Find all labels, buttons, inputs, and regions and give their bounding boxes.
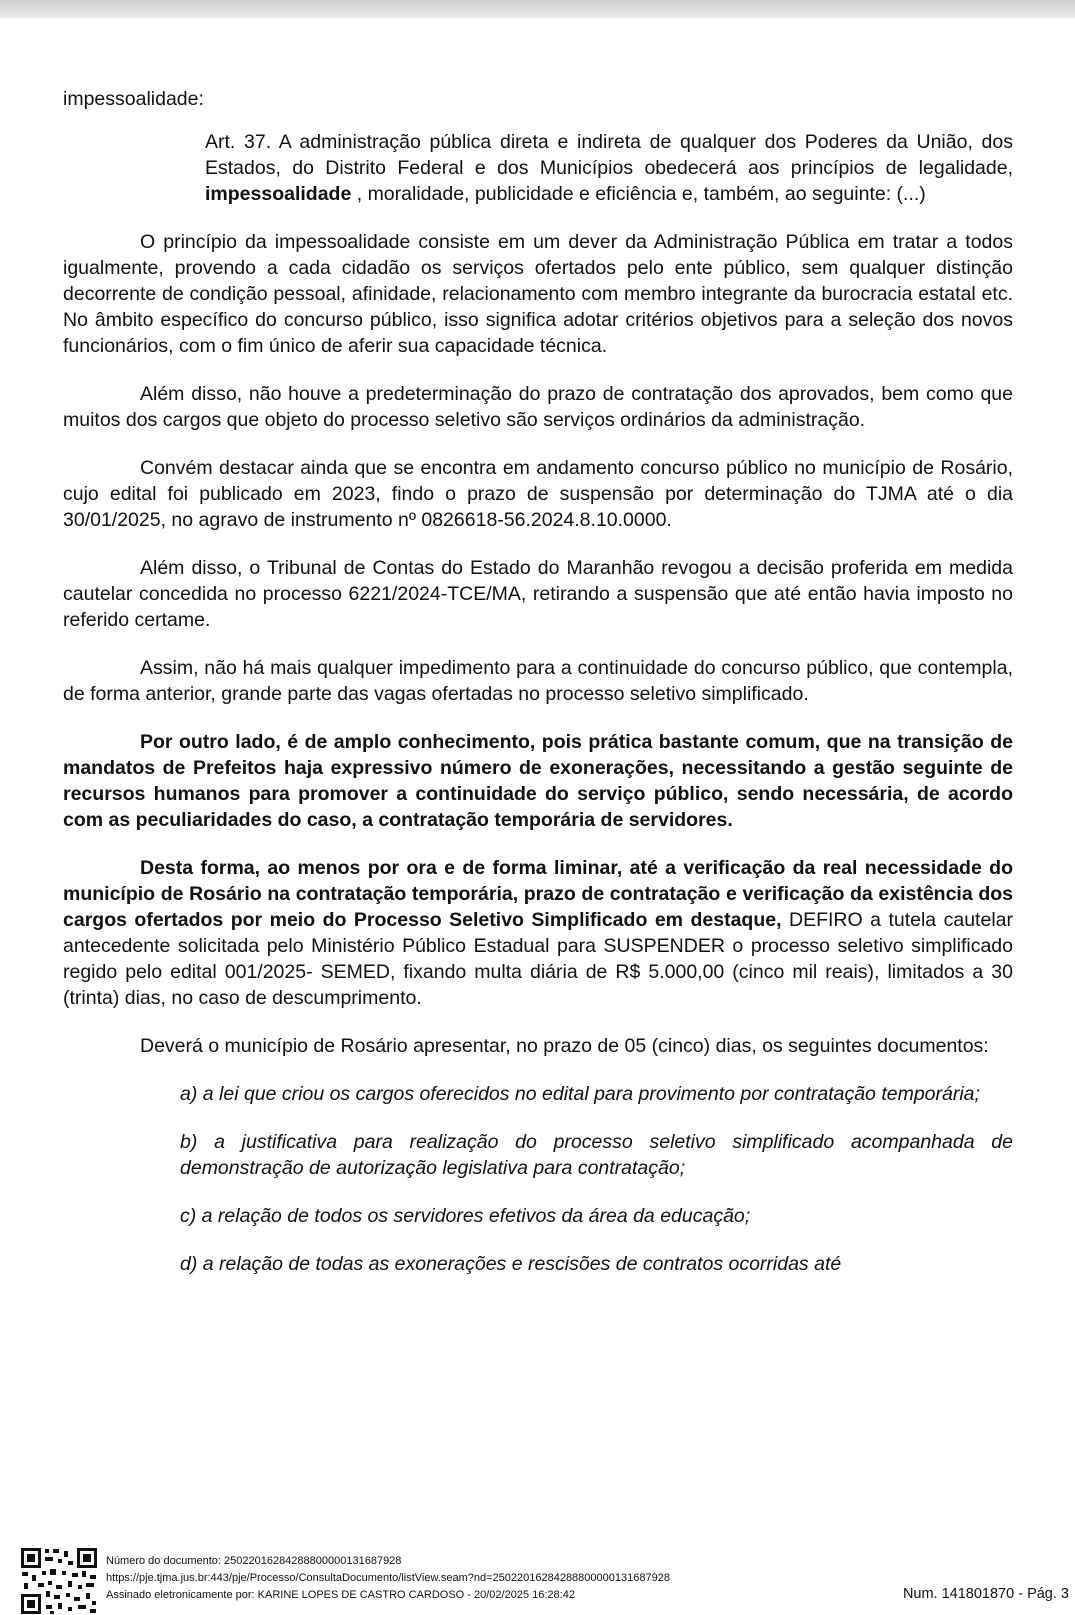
- qr-code-icon: [20, 1547, 98, 1615]
- document-url-link[interactable]: https://pje.tjma.jus.br:443/pje/Processo/ConsultaDocumento/listView.seam?nd=25022016284288800000131687928: [106, 1572, 670, 1584]
- paragraph-documentos: Deverá o município de Rosário apresentar, no prazo de 05 (cinco) dias, os seguintes documentos:: [140, 1035, 989, 1057]
- quote-text-before: Art. 37. A administração pública direta e indireta de qualquer dos Poderes da União, dos Estados, do Distrito Federal e dos Municípios obedecerá aos princípios de legalidade,: [205, 131, 1013, 179]
- list-item-b: b) a justificativa para realização do processo seletivo simplificado acompanhada de demonstração de autorização legislativa para contratação;: [180, 1131, 1013, 1179]
- paragraph-concurso: Convém destacar ainda que se encontra em andamento concurso público no município de Rosário, cujo edital foi publicado em 2023, findo o prazo de suspensão por determinação do TJMA até o dia 30/01/2025, no agravo de instrumento nº 0826618-56.2024.8.10.0000.: [63, 457, 1013, 531]
- intro-line: impessoalidade:: [63, 88, 204, 110]
- decision-bold-text: Desta forma, ao menos por ora e de forma liminar, até a verificação da real necessidade do município de Rosário na contratação temporária, prazo de contratação e verificação da existência dos cargos ofertados por meio do Processo Seletivo Simplificado em destaque,: [63, 857, 1013, 931]
- document-body: [63, 86, 1013, 1299]
- decision-text: DEFIRO a tutela cautelar antecedente solicitada pelo Ministério Público Estadual para SUSPENDER o processo seletivo simplificado regido pelo edital 001/2025- SEMED, fixando multa diária de R$ 5.000,00 (cinco mil reais), limitados a 30 (trinta) dias, no caso de descumprimento.: [63, 909, 1013, 1009]
- signature-footer: [20, 1543, 1075, 1615]
- document-number: Número do documento: 25022016284288800000131687928: [106, 1555, 402, 1567]
- list-item-d: d) a relação de todas as exonerações e rescisões de contratos ocorridas até: [180, 1253, 842, 1275]
- paragraph-impessoalidade: O princípio da impessoalidade consiste em um dever da Administração Pública em tratar a todos igualmente, provendo a cada cidadão os serviços ofertados pelo ente público, sem qualquer distinção decorrente de condição pessoal, afinidade, relacionamento com membro integrante da burocracia estatal etc. No âmbito específico do concurso público, isso significa adotar critérios objetivos para a seleção dos novos funcionários, com o fim único de aferir sua capacidade técnica.: [63, 231, 1013, 357]
- list-item-c: c) a relação de todos os servidores efetivos da área da educação;: [180, 1205, 751, 1227]
- paragraph-impedimento: Assim, não há mais qualquer impedimento para a continuidade do concurso público, que contempla, de forma anterior, grande parte das vagas ofertadas no processo seletivo simplificado.: [63, 657, 1013, 705]
- paragraph-transicao: Por outro lado, é de amplo conhecimento, pois prática bastante comum, que na transição de mandatos de Prefeitos haja expressivo número de exonerações, necessitando a gestão seguinte de recursos humanos para promover a continuidade do serviço público, sendo necessária, de acordo com as peculiaridades do caso, a contratação temporária de servidores.: [63, 731, 1013, 831]
- quote-bold-term: impessoalidade: [205, 183, 352, 205]
- paragraph-prazo: Além disso, não houve a predeterminação do prazo de contratação dos aprovados, bem como que muitos dos cargos que objeto do processo seletivo são serviços ordinários da administração.: [63, 383, 1013, 431]
- constitution-quote: [205, 129, 1013, 207]
- page-number: Num. 141801870 - Pág. 3: [902, 1586, 1069, 1602]
- list-item-a: a) a lei que criou os cargos oferecidos no edital para provimento por contratação temporária;: [180, 1083, 980, 1105]
- signature-metadata: [106, 1553, 670, 1604]
- signature-line: Assinado eletronicamente por: KARINE LOPES DE CASTRO CARDOSO - 20/02/2025 16:28:42: [106, 1589, 575, 1601]
- paragraph-decisao: [63, 855, 1013, 1011]
- paragraph-tce: Além disso, o Tribunal de Contas do Estado do Maranhão revogou a decisão proferida em medida cautelar concedida no processo 6221/2024-TCE/MA, retirando a suspensão que até então havia imposto no referido certame.: [63, 557, 1013, 631]
- quote-text-after: , moralidade, publicidade e eficiência e, também, ao seguinte: (...): [351, 183, 926, 205]
